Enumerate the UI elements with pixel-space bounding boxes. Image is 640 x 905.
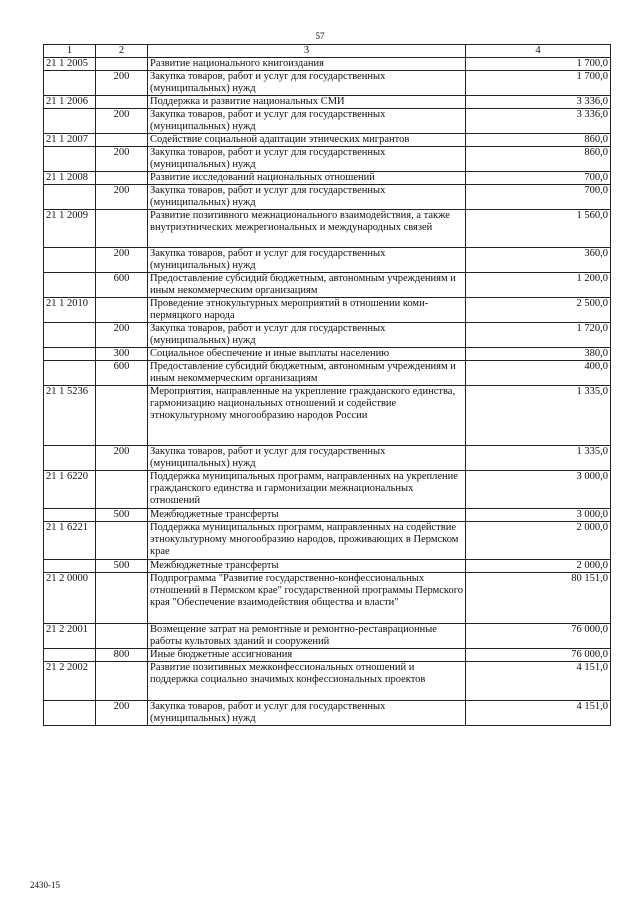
header-cell-4: 4 bbox=[466, 45, 611, 58]
row-amount: 700,0 bbox=[466, 185, 611, 210]
row-amount: 3 000,0 bbox=[466, 471, 611, 509]
row-code bbox=[44, 323, 96, 348]
row-name: Закупка товаров, работ и услуг для государственных (муниципальных) нужд bbox=[148, 701, 466, 726]
table-row bbox=[44, 172, 611, 185]
row-amount: 3 336,0 bbox=[466, 96, 611, 109]
row-amount: 400,0 bbox=[466, 361, 611, 386]
row-name: Межбюджетные трансферты bbox=[148, 509, 466, 522]
row-amount: 1 560,0 bbox=[466, 210, 611, 248]
row-amount: 360,0 bbox=[466, 248, 611, 273]
row-amount: 3 336,0 bbox=[466, 109, 611, 134]
row-amount: 860,0 bbox=[466, 134, 611, 147]
row-code bbox=[44, 701, 96, 726]
row-name: Мероприятия, направленные на укрепление гражданского единства, гармонизацию национальных отношений и содействие этнокультурному многообразию народов России bbox=[148, 386, 466, 446]
table-row bbox=[44, 96, 611, 109]
row-name: Закупка товаров, работ и услуг для государственных (муниципальных) нужд bbox=[148, 71, 466, 96]
row-amount: 76 000,0 bbox=[466, 649, 611, 662]
row-code: 21 1 2010 bbox=[44, 298, 96, 323]
table-row bbox=[44, 348, 611, 361]
row-amount: 1 200,0 bbox=[466, 273, 611, 298]
row-type: 200 bbox=[96, 701, 148, 726]
row-code: 21 2 0000 bbox=[44, 573, 96, 624]
row-type bbox=[96, 134, 148, 147]
row-code: 21 1 6220 bbox=[44, 471, 96, 509]
row-code: 21 2 2001 bbox=[44, 624, 96, 649]
row-name: Закупка товаров, работ и услуг для государственных (муниципальных) нужд bbox=[148, 109, 466, 134]
row-amount: 4 151,0 bbox=[466, 701, 611, 726]
row-amount: 860,0 bbox=[466, 147, 611, 172]
row-type: 300 bbox=[96, 348, 148, 361]
table-row bbox=[44, 134, 611, 147]
row-amount: 2 000,0 bbox=[466, 560, 611, 573]
row-type: 600 bbox=[96, 361, 148, 386]
row-amount: 1 700,0 bbox=[466, 58, 611, 71]
row-code bbox=[44, 71, 96, 96]
header-cell-3: 3 bbox=[148, 45, 466, 58]
row-code: 21 1 2005 bbox=[44, 58, 96, 71]
row-name: Закупка товаров, работ и услуг для государственных (муниципальных) нужд bbox=[148, 248, 466, 273]
table-row bbox=[44, 58, 611, 71]
row-type bbox=[96, 210, 148, 248]
row-amount: 2 000,0 bbox=[466, 522, 611, 560]
row-type bbox=[96, 298, 148, 323]
footer-code: 2430-15 bbox=[30, 880, 60, 890]
table-row bbox=[44, 446, 611, 471]
row-name: Закупка товаров, работ и услуг для государственных (муниципальных) нужд bbox=[148, 446, 466, 471]
row-name: Поддержка муниципальных программ, направленных на укрепление гражданского единства и гармонизации межнациональных отношений bbox=[148, 471, 466, 509]
row-amount: 4 151,0 bbox=[466, 662, 611, 701]
row-code: 21 2 2002 bbox=[44, 662, 96, 701]
row-name: Предоставление субсидий бюджетным, автономным учреждениям и иным некоммерческим организациям bbox=[148, 273, 466, 298]
row-amount: 380,0 bbox=[466, 348, 611, 361]
table-row bbox=[44, 298, 611, 323]
row-type bbox=[96, 96, 148, 109]
budget-table bbox=[43, 44, 611, 726]
table-row bbox=[44, 471, 611, 509]
page-number: 57 bbox=[315, 31, 325, 41]
row-code: 21 1 6221 bbox=[44, 522, 96, 560]
table-row bbox=[44, 522, 611, 560]
row-amount: 80 151,0 bbox=[466, 573, 611, 624]
table-row bbox=[44, 185, 611, 210]
row-type bbox=[96, 386, 148, 446]
row-code bbox=[44, 560, 96, 573]
row-amount: 1 700,0 bbox=[466, 71, 611, 96]
header-row bbox=[44, 45, 611, 58]
row-name: Содействие социальной адаптации этнических мигрантов bbox=[148, 134, 466, 147]
row-code bbox=[44, 248, 96, 273]
row-code bbox=[44, 509, 96, 522]
table-row bbox=[44, 560, 611, 573]
row-code bbox=[44, 361, 96, 386]
row-amount: 1 335,0 bbox=[466, 386, 611, 446]
row-code bbox=[44, 649, 96, 662]
row-name: Развитие позитивных межконфессиональных отношений и поддержка социально значимых конфессиональных проектов bbox=[148, 662, 466, 701]
row-name: Поддержка и развитие национальных СМИ bbox=[148, 96, 466, 109]
table-row bbox=[44, 323, 611, 348]
row-type: 200 bbox=[96, 446, 148, 471]
row-amount: 2 500,0 bbox=[466, 298, 611, 323]
row-name: Возмещение затрат на ремонтные и ремонтно-реставрационные работы культовых зданий и сооружений bbox=[148, 624, 466, 649]
row-code: 21 1 5236 bbox=[44, 386, 96, 446]
row-amount: 1 335,0 bbox=[466, 446, 611, 471]
table-row bbox=[44, 273, 611, 298]
row-name: Развитие национального книгоиздания bbox=[148, 58, 466, 71]
row-type: 800 bbox=[96, 649, 148, 662]
row-type: 200 bbox=[96, 323, 148, 348]
table-row bbox=[44, 210, 611, 248]
row-name: Закупка товаров, работ и услуг для государственных (муниципальных) нужд bbox=[148, 185, 466, 210]
row-name: Проведение этнокультурных мероприятий в отношении коми-пермяцкого народа bbox=[148, 298, 466, 323]
row-type bbox=[96, 662, 148, 701]
header-cell-1: 1 bbox=[44, 45, 96, 58]
row-type bbox=[96, 172, 148, 185]
row-type: 200 bbox=[96, 248, 148, 273]
row-code bbox=[44, 273, 96, 298]
table-row bbox=[44, 649, 611, 662]
row-code bbox=[44, 185, 96, 210]
row-code: 21 1 2006 bbox=[44, 96, 96, 109]
table-row bbox=[44, 147, 611, 172]
row-type bbox=[96, 522, 148, 560]
row-amount: 3 000,0 bbox=[466, 509, 611, 522]
row-type bbox=[96, 471, 148, 509]
row-amount: 1 720,0 bbox=[466, 323, 611, 348]
table-row bbox=[44, 361, 611, 386]
row-type: 200 bbox=[96, 147, 148, 172]
table-row bbox=[44, 386, 611, 446]
row-amount: 700,0 bbox=[466, 172, 611, 185]
row-code: 21 1 2007 bbox=[44, 134, 96, 147]
row-name: Закупка товаров, работ и услуг для государственных (муниципальных) нужд bbox=[148, 323, 466, 348]
row-name: Социальное обеспечение и иные выплаты населению bbox=[148, 348, 466, 361]
table-body bbox=[44, 58, 611, 726]
table-row bbox=[44, 71, 611, 96]
row-name: Развитие исследований национальных отношений bbox=[148, 172, 466, 185]
row-code: 21 1 2009 bbox=[44, 210, 96, 248]
row-type: 200 bbox=[96, 71, 148, 96]
table-row bbox=[44, 573, 611, 624]
row-type: 200 bbox=[96, 185, 148, 210]
row-name: Подпрограмма "Развитие государственно-конфессиональных отношений в Пермском крае" государственной программы Пермского края "Обеспечение взаимодействия общества и власти" bbox=[148, 573, 466, 624]
row-type: 500 bbox=[96, 509, 148, 522]
row-name: Иные бюджетные ассигнования bbox=[148, 649, 466, 662]
header-cell-2: 2 bbox=[96, 45, 148, 58]
row-type bbox=[96, 58, 148, 71]
row-type bbox=[96, 624, 148, 649]
row-type: 200 bbox=[96, 109, 148, 134]
table-row bbox=[44, 701, 611, 726]
table-row bbox=[44, 248, 611, 273]
row-name: Развитие позитивного межнационального взаимодействия, а также внутриэтнических межрегиональных и международных связей bbox=[148, 210, 466, 248]
row-name: Закупка товаров, работ и услуг для государственных (муниципальных) нужд bbox=[148, 147, 466, 172]
row-type: 500 bbox=[96, 560, 148, 573]
table-row bbox=[44, 509, 611, 522]
table-row bbox=[44, 662, 611, 701]
row-type bbox=[96, 573, 148, 624]
row-code bbox=[44, 446, 96, 471]
row-code bbox=[44, 109, 96, 134]
row-code bbox=[44, 147, 96, 172]
row-code bbox=[44, 348, 96, 361]
row-name: Предоставление субсидий бюджетным, автономным учреждениям и иным некоммерческим организациям bbox=[148, 361, 466, 386]
row-type: 600 bbox=[96, 273, 148, 298]
table-row bbox=[44, 624, 611, 649]
row-name: Поддержка муниципальных программ, направленных на содействие этнокультурному многообразию народов, проживающих в Пермском крае bbox=[148, 522, 466, 560]
row-name: Межбюджетные трансферты bbox=[148, 560, 466, 573]
row-code: 21 1 2008 bbox=[44, 172, 96, 185]
table-row bbox=[44, 109, 611, 134]
row-amount: 76 000,0 bbox=[466, 624, 611, 649]
